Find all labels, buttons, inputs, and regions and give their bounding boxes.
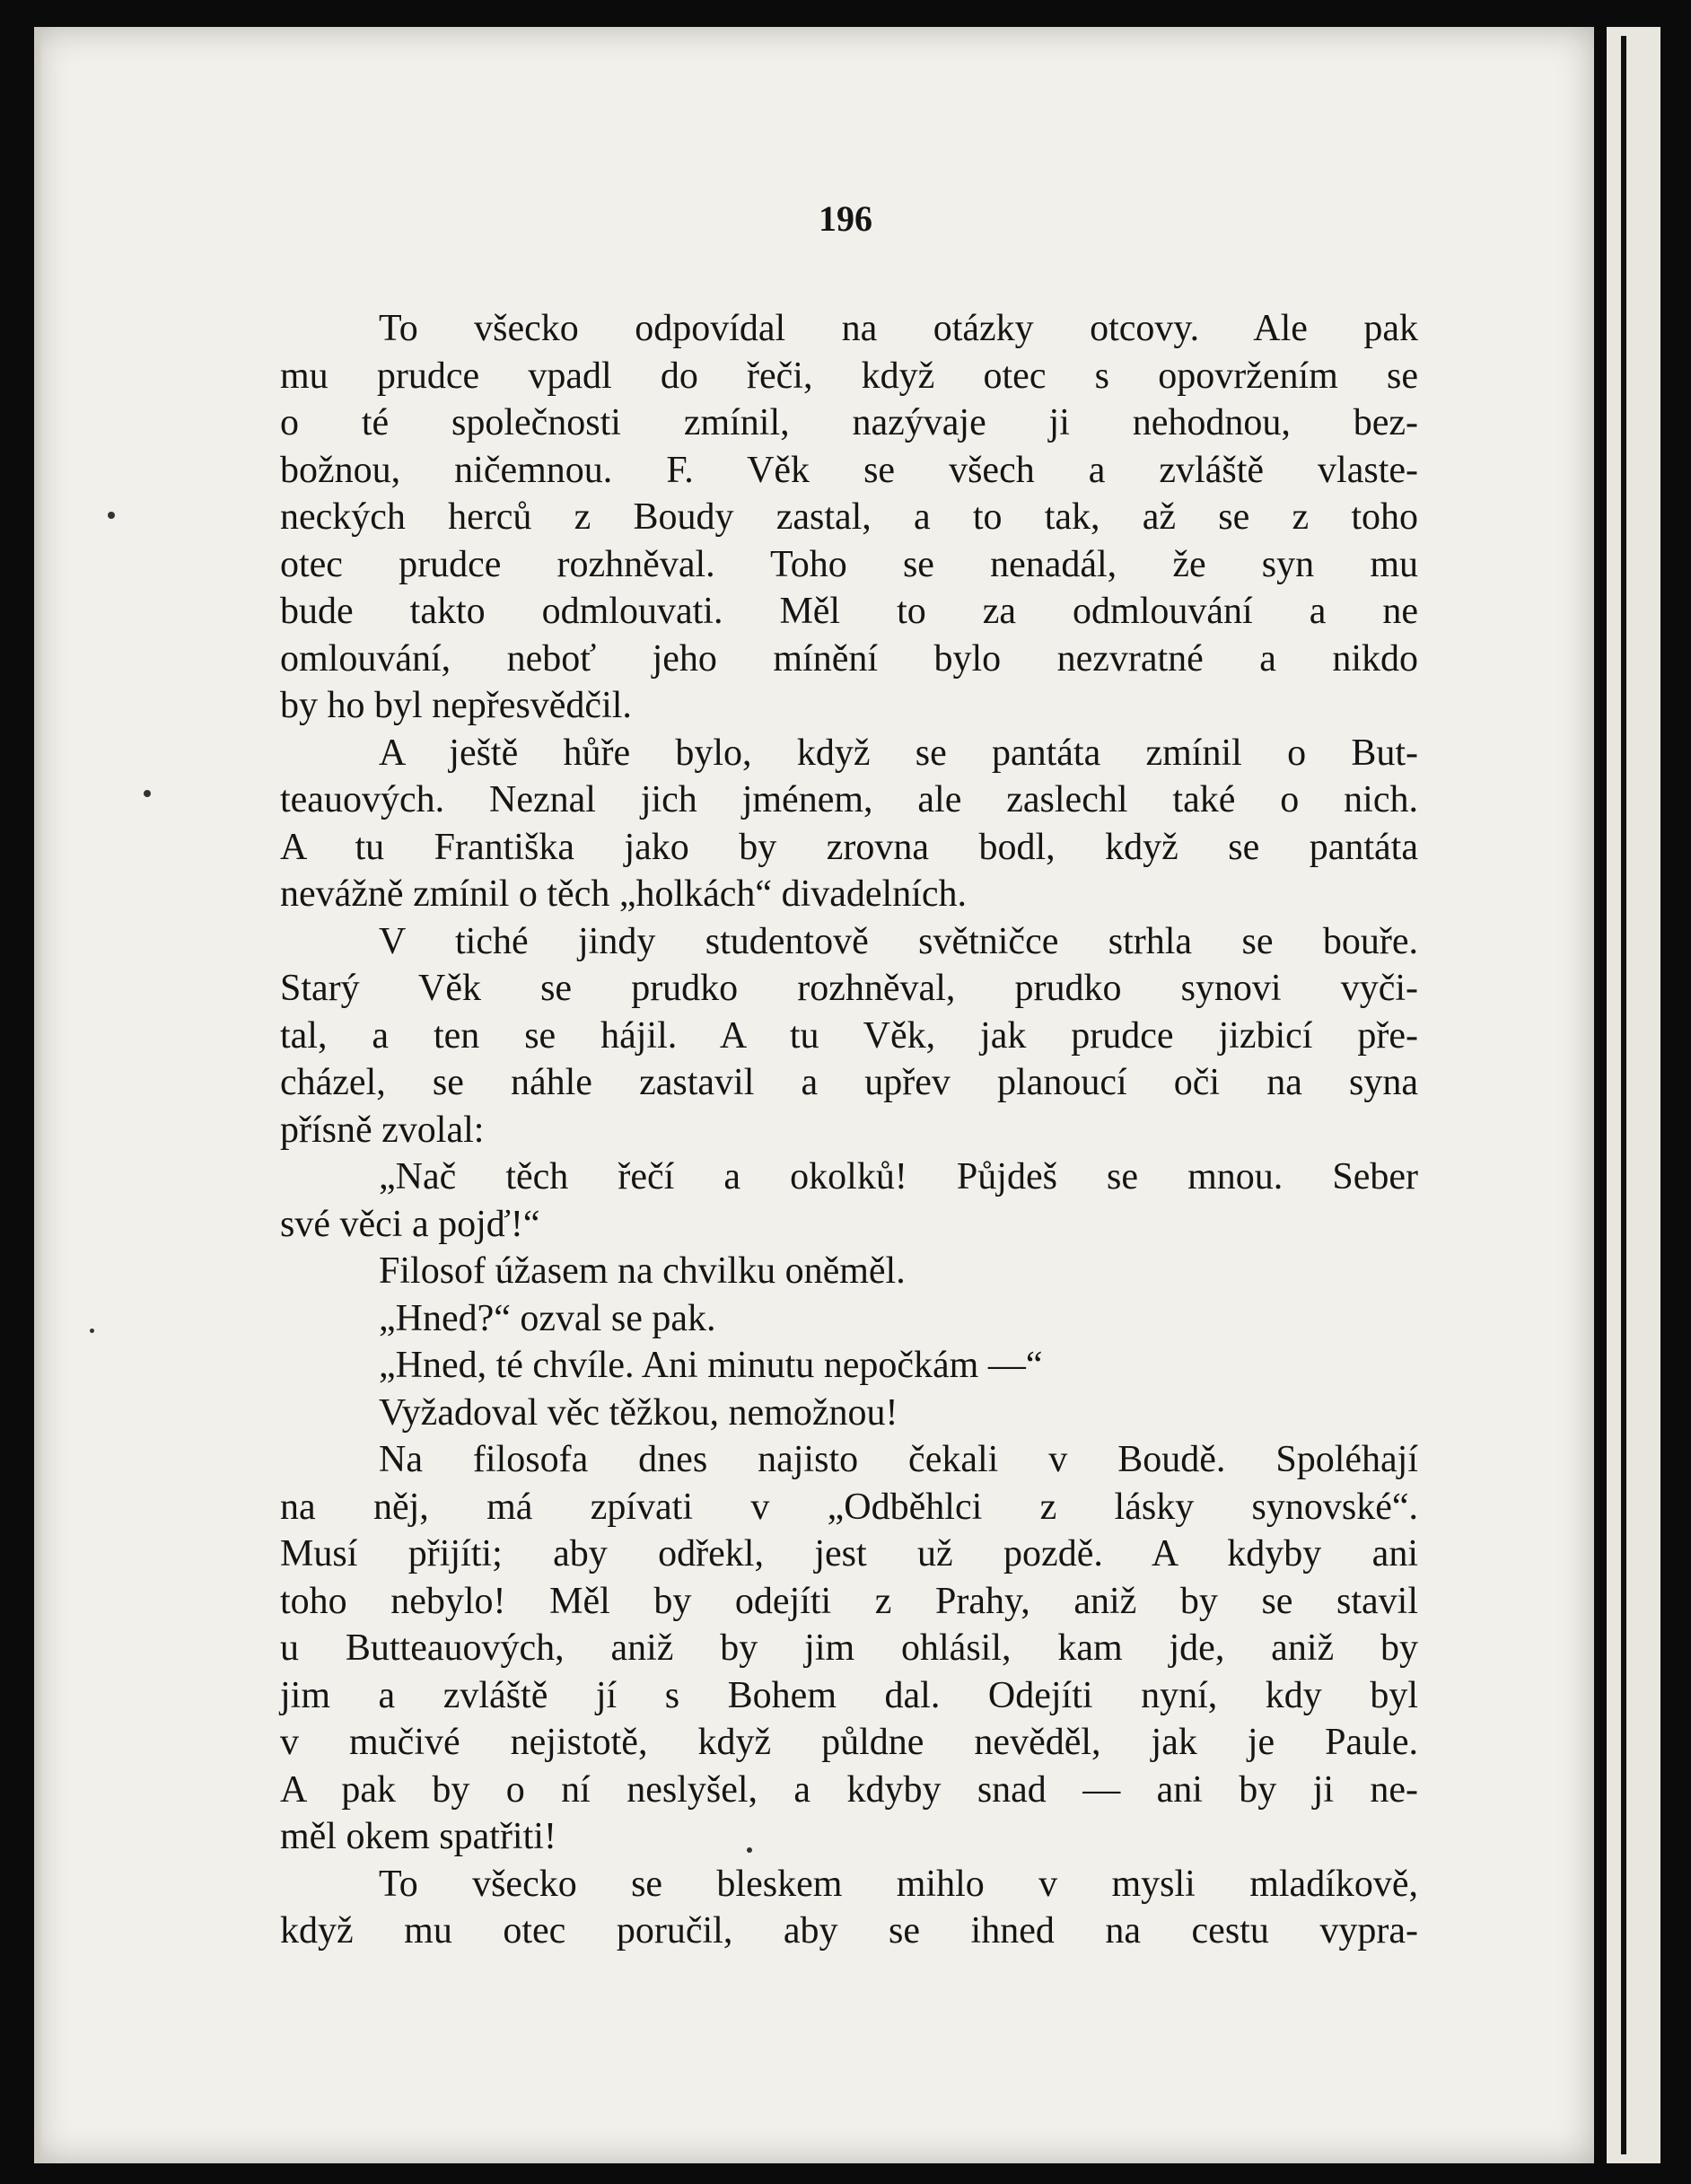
text-line: neckých herců z Boudy zastal, a to tak, až se z toho — [280, 496, 1418, 538]
text-line: To všecko se bleskem mihlo v mysli mladíkově, — [379, 1863, 1418, 1905]
text-line: A tu Františka jako by zrovna bodl, když se pantáta — [280, 826, 1418, 868]
text-line: na něj, má zpívati v „Odběhlci z lásky synovské“. — [280, 1486, 1418, 1528]
text-line: V tiché jindy studentově světničce strhla se bouře. — [379, 920, 1418, 962]
text-line: mu prudce vpadl do řeči, když otec s opovržením se — [280, 355, 1418, 397]
next-page-edge — [1607, 27, 1660, 2163]
scan-speck — [144, 790, 151, 797]
text-line: Na filosofa dnes najisto čekali v Boudě. Spoléhají — [379, 1439, 1418, 1480]
text-line: tal, a ten se hájil. A tu Věk, jak prudce jizbicí pře- — [280, 1014, 1418, 1057]
text-line: cházel, se náhle zastavil a upřev planoucí oči na syna — [280, 1062, 1418, 1103]
body-text — [280, 305, 1418, 1955]
text-line: přísně zvolal: — [280, 1109, 485, 1151]
text-line: toho nebylo! Měl by odejíti z Prahy, aniž by se stavil — [280, 1580, 1418, 1622]
text-line: nevážně zmínil o těch „holkách“ divadelních. — [280, 873, 968, 915]
text-line: o té společnosti zmínil, nazývaje ji nehodnou, bez- — [280, 402, 1418, 443]
scan-speck — [90, 1329, 94, 1333]
text-line: jim a zvláště jí s Bohem dal. Odejíti nyní, kdy byl — [280, 1674, 1418, 1716]
text-line: by ho byl nepřesvědčil. — [280, 685, 632, 726]
text-line: A ještě hůře bylo, když se pantáta zmínil o But- — [379, 732, 1418, 774]
text-line: Starý Věk se prudko rozhněval, prudko synovi vyči- — [280, 968, 1418, 1009]
text-line: teauových. Neznal jich jménem, ale zaslechl také o nich. — [280, 779, 1418, 820]
text-line: v mučivé nejistotě, když půldne nevěděl, jak je Paule. — [280, 1722, 1418, 1763]
text-line: u Butteauových, aniž by jim ohlásil, kam jde, aniž by — [280, 1627, 1418, 1669]
page-edge — [34, 27, 43, 2163]
text-line: Musí přijíti; aby odřekl, jest už pozdě. A kdyby ani — [280, 1533, 1418, 1574]
text-line: Vyžadoval věc těžkou, nemožnou! — [379, 1391, 898, 1434]
text-line: Filosof úžasem na chvilku oněměl. — [379, 1250, 906, 1292]
text-line: božnou, ničemnou. F. Věk se všech a zvláště vlaste- — [280, 449, 1418, 491]
text-line: A pak by o ní neslyšel, a kdyby snad — ani by ji ne- — [280, 1768, 1418, 1811]
text-line: když mu otec poručil, aby se ihned na cestu vypra- — [280, 1910, 1418, 1952]
scan-speck — [108, 512, 115, 519]
text-line: své věci a pojď!“ — [280, 1203, 540, 1245]
scan-speck — [747, 1847, 752, 1853]
text-line: „Nač těch řečí a okolků! Půjdeš se mnou. Seber — [379, 1156, 1418, 1197]
text-line: otec prudce rozhněval. Toho se nenadál, že syn mu — [280, 543, 1418, 585]
text-line: omlouvání, neboť jeho mínění bylo nezvratné a nikdo — [280, 637, 1418, 680]
text-line: měl okem spatřiti! — [280, 1816, 556, 1857]
text-line: „Hned?“ ozval se pak. — [379, 1297, 716, 1339]
text-line: To všecko odpovídal na otázky otcovy. Ale pak — [379, 308, 1418, 349]
text-line: „Hned, té chvíle. Ani minutu nepočkám —“ — [379, 1345, 1043, 1386]
page-number: 196 — [819, 198, 872, 239]
page-gutter-shadow — [1621, 36, 1626, 2154]
text-line: bude takto odmlouvati. Měl to za odmlouvání a ne — [280, 591, 1418, 632]
